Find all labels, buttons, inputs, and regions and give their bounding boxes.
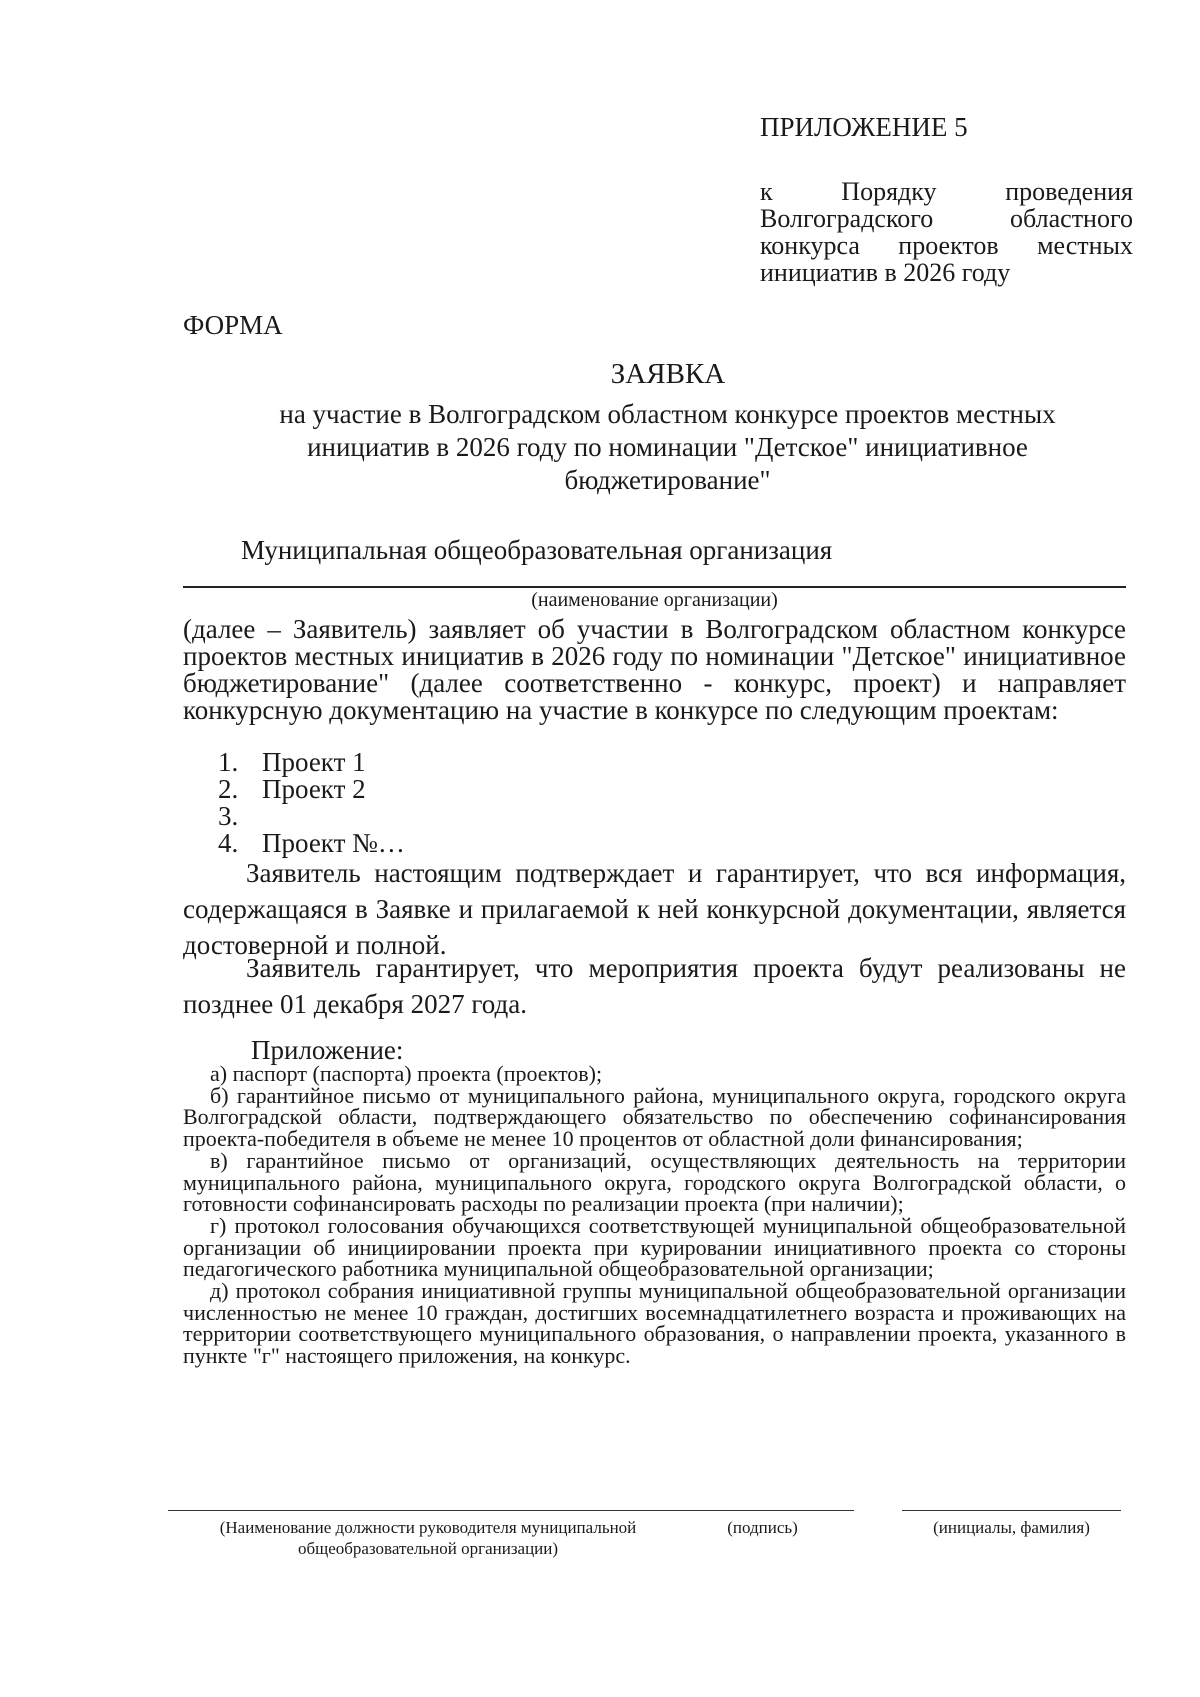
list-item-number: 4. <box>218 828 239 858</box>
position-caption: (Наименование должности руководителя муниципальной общеобразовательной организации) <box>219 1518 637 1558</box>
annex-item-g: г) протокол голосования обучающихся соответствующей муниципальной общеобразовательной организации об инициировании проекта при курировании инициативного проекта со стороны педагогического работника муниципальной общеобразовательной организации; <box>183 1212 1126 1282</box>
projects-list <box>218 749 405 857</box>
list-item-label: Проект №… <box>262 828 405 858</box>
list-item <box>218 749 405 776</box>
annex-item-d: д) протокол собрания инициативной группы муниципальной общеобразовательной организации численностью не менее 10 граждан, достигших восемнадцатилетнего возраста и проживающих на территории соответствующего муниципального образования, о направлении проекта, указанного в пункте "г" настоящего приложения, на конкурс. <box>183 1278 1126 1369</box>
guarantee-paragraph-2: Заявитель гарантирует, что мероприятия проекта будут реализованы не позднее 01 декабря 2027 года. <box>183 953 1126 1019</box>
name-caption: (инициалы, фамилия) <box>933 1518 1090 1537</box>
annex-item-b: б) гарантийное письмо от муниципального района, муниципального округа, городского округа Волгоградской области, подтверждающего обязательство по обеспечению софинансирования проекта-победителя в объеме не менее 10 процентов от областной доли финансирования; <box>183 1082 1126 1152</box>
appendix-title: ПРИЛОЖЕНИЕ 5 <box>760 112 968 142</box>
list-item <box>218 803 405 830</box>
statement-paragraph: (далее – Заявитель) заявляет об участии в Волгоградском областном конкурсе проектов местных инициатив в 2026 году по номинации "Детское" инициативное бюджетирование" (далее соответственно - конкурс, проект) и направляет конкурсную документацию на участие в конкурсе по следующим проектам: <box>183 614 1126 725</box>
list-item <box>218 830 405 857</box>
annex-item-a: а) паспорт (паспорта) проекта (проектов); <box>210 1061 603 1086</box>
document-subtitle: на участие в Волгоградском областном конкурсе проектов местных инициатив в 2026 году по номинации "Детское" инициативное бюджетирование" <box>279 399 1056 495</box>
annex-item-v: в) гарантийное письмо от организаций, осуществляющих деятельность на территории муниципального района, муниципального округа, городского округа Волгоградской области, о готовности софинансировать расходы по реализации проекта (при наличии); <box>183 1147 1126 1217</box>
list-item-number: 3. <box>218 801 239 831</box>
signature-line-name <box>902 1510 1121 1511</box>
list-item-number: 1. <box>218 747 239 777</box>
signature-line-position <box>168 1510 854 1511</box>
signature-caption: (подпись) <box>727 1518 798 1537</box>
guarantee-paragraph-1: Заявитель настоящим подтверждает и гарантирует, что вся информация, содержащаяся в Заявке и прилагаемой к ней конкурсной документации, является достоверной и полной. <box>183 858 1126 960</box>
document-title: ЗАЯВКА <box>610 358 726 390</box>
list-item <box>218 776 405 803</box>
list-item-label: Проект 1 <box>262 747 366 777</box>
annex-list <box>183 1063 1126 1367</box>
list-item-label: Проект 2 <box>262 774 366 804</box>
organization-underline <box>183 586 1126 588</box>
form-label: ФОРМА <box>183 310 283 340</box>
organization-name: Муниципальная общеобразовательная организация <box>241 535 833 565</box>
organization-caption: (наименование организации) <box>531 589 778 611</box>
list-item-number: 2. <box>218 774 239 804</box>
appendix-reference: к Порядку проведения Волгоградского областного конкурса проектов местных инициатив в 2026 году <box>760 177 1133 287</box>
annex-title: Приложение: <box>251 1035 404 1065</box>
